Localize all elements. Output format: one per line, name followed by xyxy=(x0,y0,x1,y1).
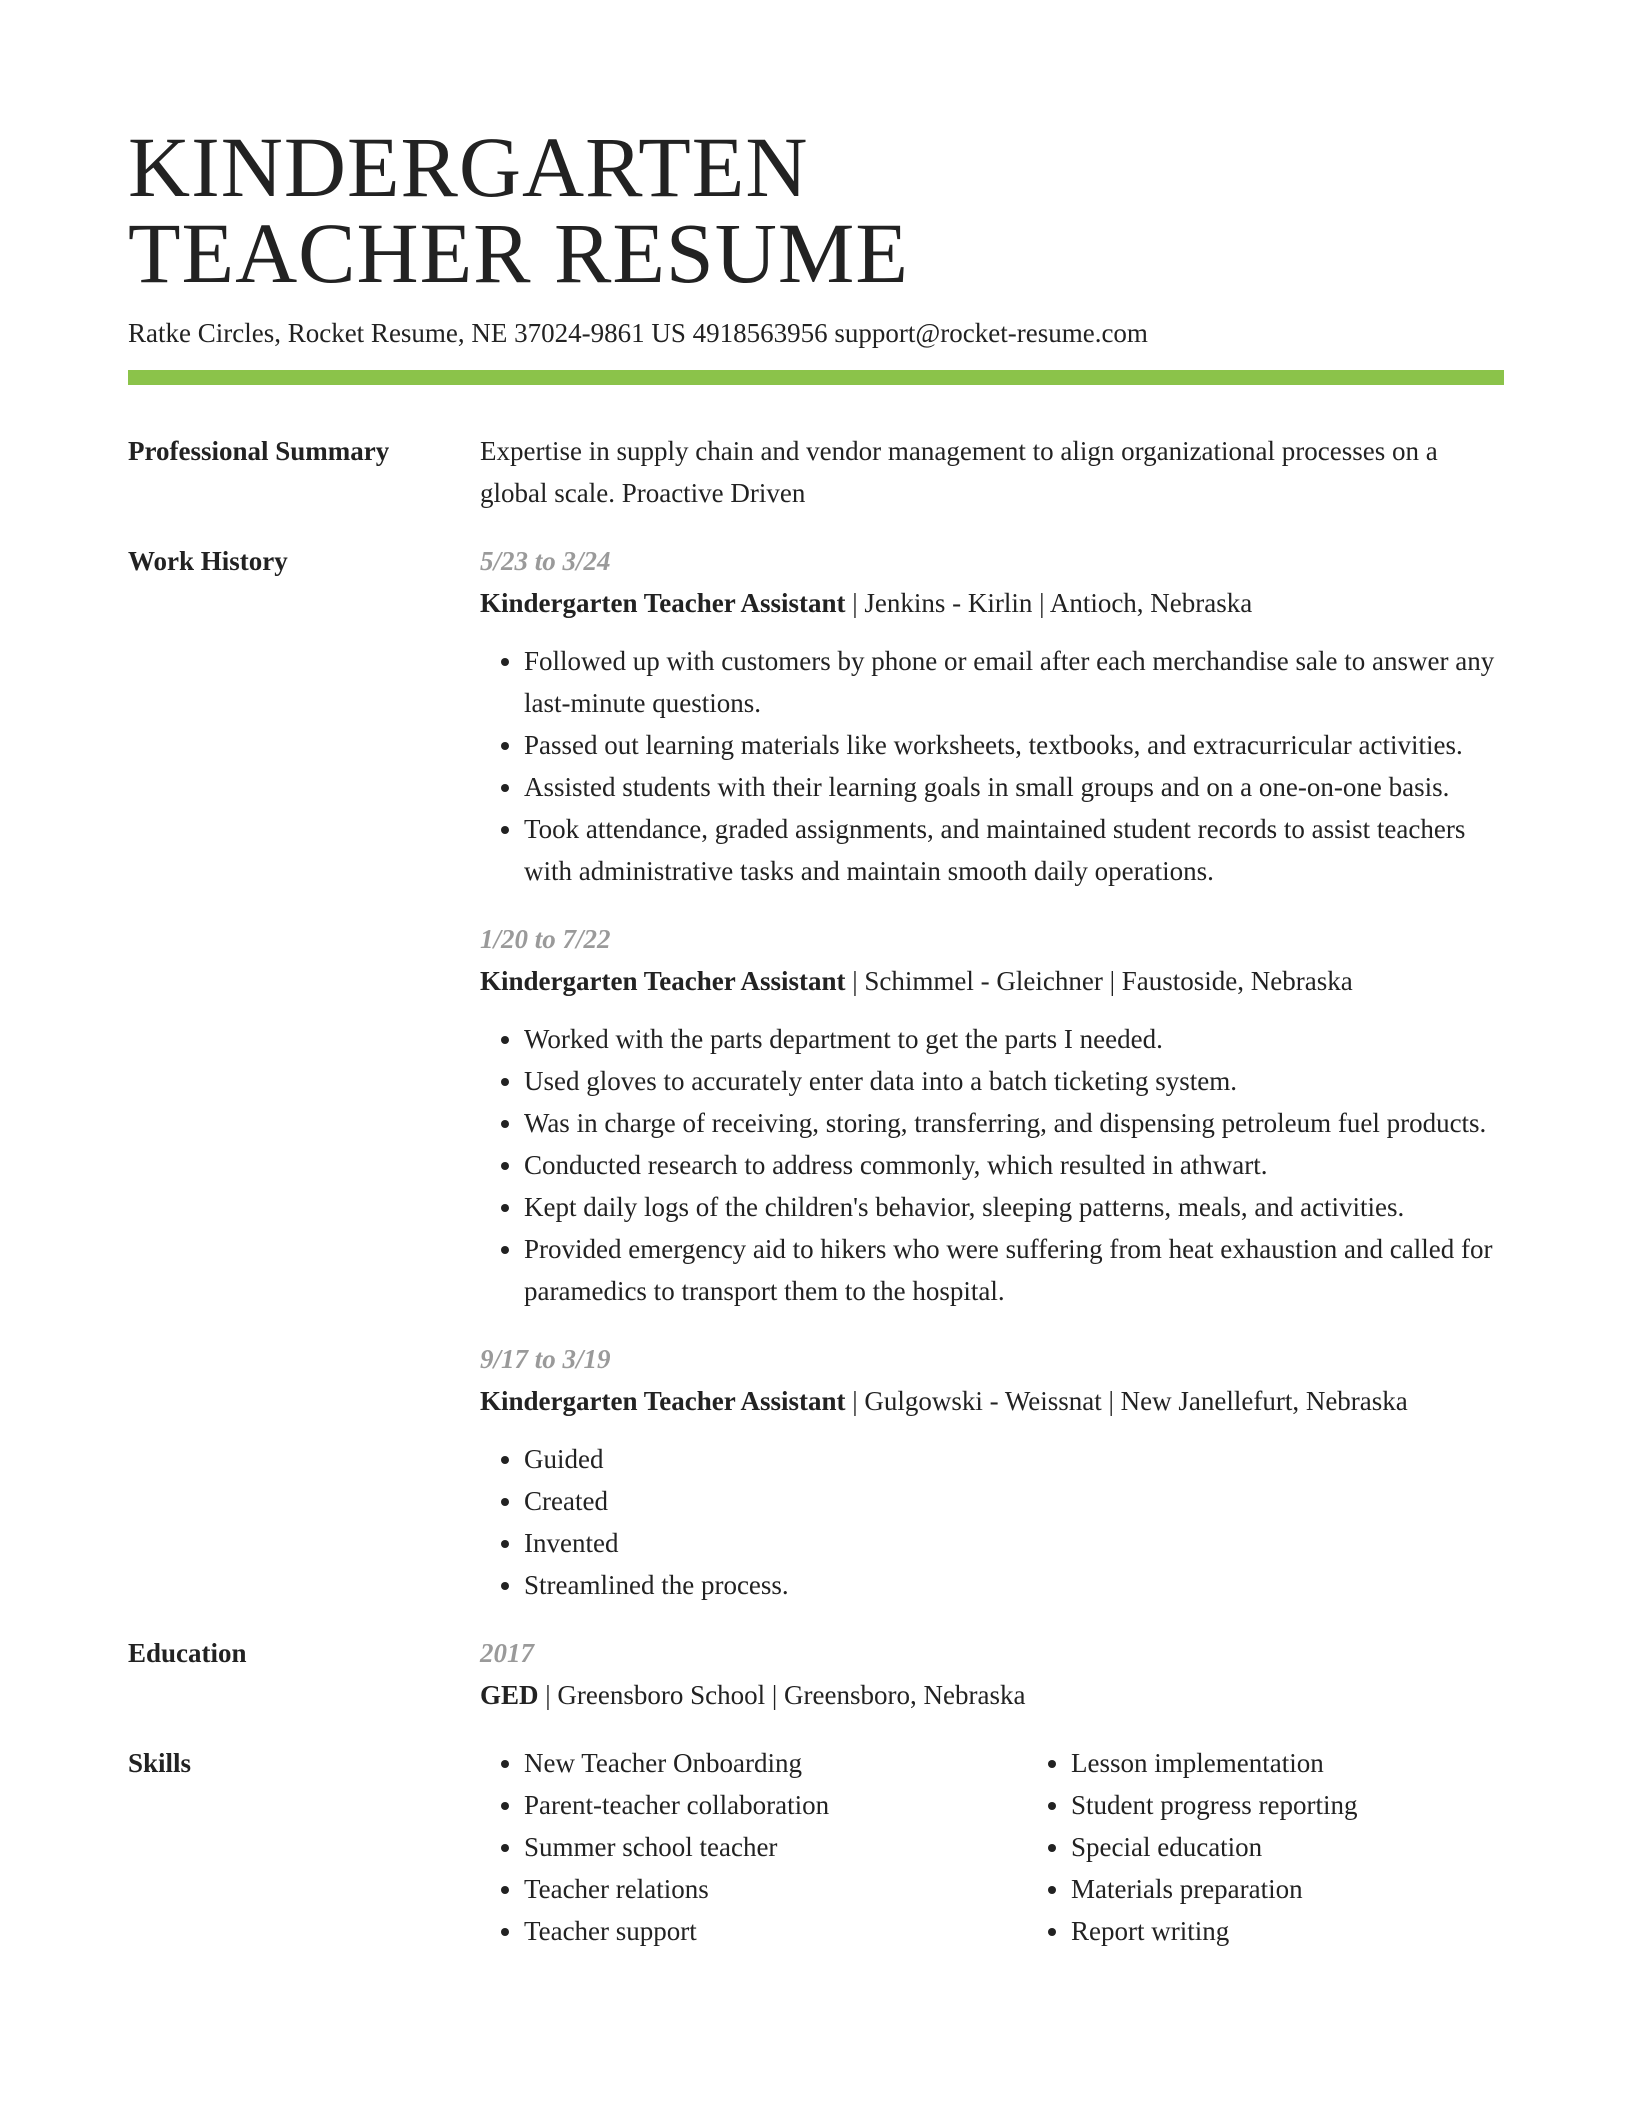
skill-item: • Lesson implementation xyxy=(1071,1742,1357,1784)
education-section xyxy=(128,1632,1504,1716)
skill-item: • Teacher relations xyxy=(524,1868,1027,1910)
job-bullet: • Streamlined the process. xyxy=(524,1564,1504,1606)
job-bullet: • Used gloves to accurately enter data into a batch ticketing system. xyxy=(524,1060,1504,1102)
job-bullet: • Worked with the parts department to get the parts I needed. xyxy=(524,1018,1504,1060)
job-heading xyxy=(480,960,1504,1002)
job-title: Kindergarten Teacher Assistant xyxy=(480,966,846,996)
job-bullet: • Conducted research to address commonly, which resulted in athwart. xyxy=(524,1144,1504,1186)
job-bullet: • Followed up with customers by phone or email after each merchandise sale to answer any last-minute questions. xyxy=(524,640,1504,724)
job-bullets xyxy=(480,1438,1504,1606)
summary-text: Expertise in supply chain and vendor management to align organizational processes on a global scale. Proactive Driven xyxy=(480,436,1438,508)
job-bullet: • Created xyxy=(524,1480,1504,1522)
education-school-location: | Greensboro School | Greensboro, Nebraska xyxy=(538,1680,1026,1710)
job-bullet: • Guided xyxy=(524,1438,1504,1480)
job-employer-location: | Jenkins - Kirlin | Antioch, Nebraska xyxy=(845,588,1253,618)
job-heading xyxy=(480,582,1504,624)
job-bullet: • Passed out learning materials like worksheets, textbooks, and extracurricular activities. xyxy=(524,724,1504,766)
skills-column-2 xyxy=(1027,1742,1357,1952)
job-entry xyxy=(480,540,1504,892)
education-degree: GED xyxy=(480,1680,539,1710)
skills-body xyxy=(480,1742,1504,1952)
job-bullet: • Provided emergency aid to hikers who were suffering from heat exhaustion and called for paramedics to transport them to the hospital. xyxy=(524,1228,1504,1312)
title-line-1: KINDERGARTEN xyxy=(128,119,809,215)
resume-header xyxy=(128,119,1504,350)
title-line-2: TEACHER RESUME xyxy=(128,205,909,301)
section-label-work: Work History xyxy=(128,546,288,576)
section-label-education: Education xyxy=(128,1638,247,1668)
section-label-skills: Skills xyxy=(128,1748,192,1778)
education-body xyxy=(480,1632,1504,1716)
work-history-section xyxy=(128,540,1504,1606)
job-employer-location: | Schimmel - Gleichner | Faustoside, Nebraska xyxy=(845,966,1353,996)
skill-item: • New Teacher Onboarding xyxy=(524,1742,1027,1784)
job-title: Kindergarten Teacher Assistant xyxy=(480,588,846,618)
skill-item: • Materials preparation xyxy=(1071,1868,1357,1910)
job-bullet: • Invented xyxy=(524,1522,1504,1564)
skills-section xyxy=(128,1742,1504,1952)
job-bullet: • Assisted students with their learning goals in small groups and on a one-on-one basis. xyxy=(524,766,1504,808)
skill-item: • Parent-teacher collaboration xyxy=(524,1784,1027,1826)
education-date: 2017 xyxy=(480,1638,534,1668)
job-bullets xyxy=(480,640,1504,892)
job-employer-location: | Gulgowski - Weissnat | New Janellefurt, Nebraska xyxy=(845,1386,1408,1416)
education-heading xyxy=(480,1674,1504,1716)
skills-column-1 xyxy=(480,1742,1027,1952)
skill-item: • Student progress reporting xyxy=(1071,1784,1357,1826)
skill-item: • Report writing xyxy=(1071,1910,1357,1952)
job-entry xyxy=(480,1338,1504,1606)
summary-section xyxy=(128,430,1504,514)
job-entry xyxy=(480,918,1504,1312)
work-history-body xyxy=(480,540,1504,1606)
contact-info: Ratke Circles, Rocket Resume, NE 37024-9861 US 4918563956 support@rocket-resume.com xyxy=(128,318,1148,348)
skill-item: • Teacher support xyxy=(524,1910,1027,1952)
job-bullet: • Was in charge of receiving, storing, transferring, and dispensing petroleum fuel products. xyxy=(524,1102,1504,1144)
job-bullet: • Took attendance, graded assignments, and maintained student records to assist teachers with administrative tasks and maintain smooth daily operations. xyxy=(524,808,1504,892)
job-bullet: • Kept daily logs of the children's behavior, sleeping patterns, meals, and activities. xyxy=(524,1186,1504,1228)
job-heading xyxy=(480,1380,1504,1422)
job-dates: 5/23 to 3/24 xyxy=(480,546,611,576)
section-label-summary: Professional Summary xyxy=(128,436,390,466)
resume-sections xyxy=(128,430,1504,1978)
job-title: Kindergarten Teacher Assistant xyxy=(480,1386,846,1416)
job-bullets xyxy=(480,1018,1504,1312)
accent-divider xyxy=(128,370,1504,385)
job-dates: 9/17 to 3/19 xyxy=(480,1344,611,1374)
job-dates: 1/20 to 7/22 xyxy=(480,924,611,954)
skill-item: • Special education xyxy=(1071,1826,1357,1868)
skill-item: • Summer school teacher xyxy=(524,1826,1027,1868)
resume-title xyxy=(128,119,1504,301)
